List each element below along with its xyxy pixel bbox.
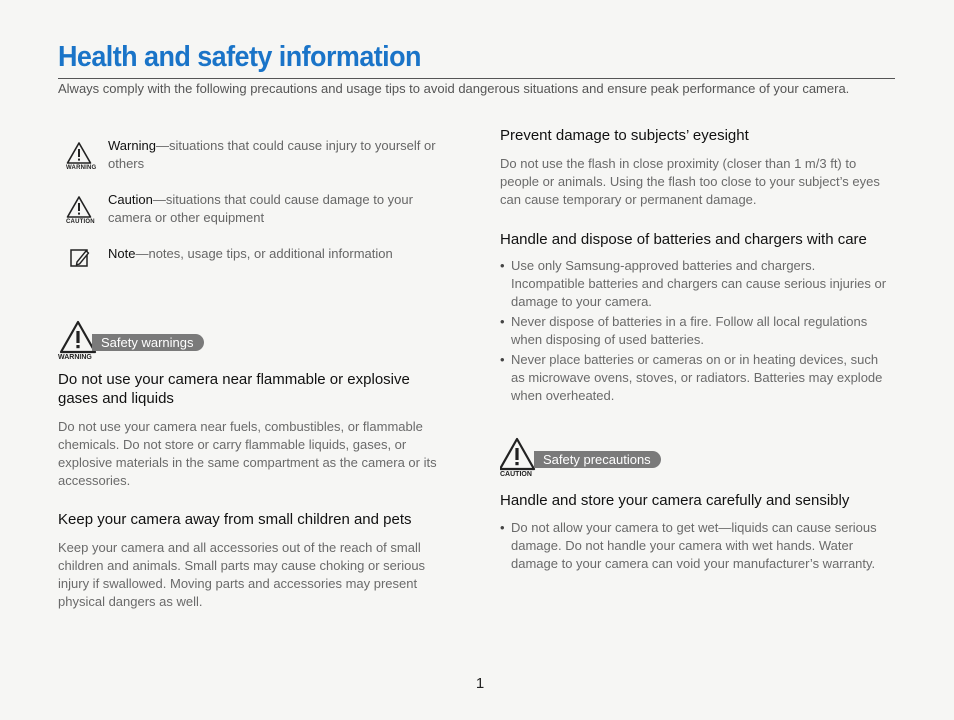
legend-warning-text <box>108 137 438 173</box>
list-item: • Use only Samsung-approved batteries and chargers. Incompatible batteries and chargers can cause serious injuries or damage to your camera. <box>500 257 892 311</box>
safety-precautions-label: Safety precautions <box>534 451 661 468</box>
legend-caution-term: Caution <box>108 192 153 207</box>
body-flammable: Do not use your camera near fuels, combustibles, or flammable chemicals. Do not store or carry flammable liquids, gases, or explosive materials in the same compartment as the camera or its accessories. <box>58 419 437 488</box>
heading-eyesight: Prevent damage to subjects’ eyesight <box>500 127 749 144</box>
caution-caption: CAUTION <box>66 219 95 225</box>
caution-caption: CAUTION <box>500 471 532 478</box>
legend-note-desc: —notes, usage tips, or additional information <box>135 246 393 261</box>
legend-caution-desc: —situations that could cause damage to your camera or other equipment <box>108 192 413 225</box>
caution-triangle-icon <box>66 195 100 225</box>
handle-camera-list <box>500 519 896 575</box>
warning-triangle-icon <box>66 141 100 171</box>
page-title: Health and safety information <box>58 41 421 73</box>
list-item: • Do not allow your camera to get wet—liquids can cause serious damage. Do not handle your camera with wet hands. Water damage to your camera can void your manufacturer’s warranty. <box>500 519 896 573</box>
page-number: 1 <box>475 675 485 692</box>
list-item: • Never dispose of batteries in a fire. Follow all local regulations when disposing of used batteries. <box>500 313 892 349</box>
page-number-wrap <box>0 675 954 692</box>
batteries-list <box>500 257 892 407</box>
warning-caption: WARNING <box>66 165 97 171</box>
warning-caption: WARNING <box>58 354 92 361</box>
heading-flammable: Do not use your camera near flammable or explosive gases and liquids <box>58 371 410 407</box>
list-item: • Never place batteries or cameras on or in heating devices, such as microwave ovens, stoves, or radiators. Batteries may explode when overheated. <box>500 351 892 405</box>
title-divider <box>58 78 895 79</box>
legend-caution-text <box>108 191 438 227</box>
safety-warnings-label: Safety warnings <box>92 334 204 351</box>
body-eyesight: Do not use the flash in close proximity (closer than 1 m/3 ft) to people or animals. Using the flash too close to your subject’s eyes can cause temporary or permanent damage. <box>500 156 880 207</box>
heading-handle-camera: Handle and store your camera carefully and sensibly <box>500 492 850 509</box>
heading-batteries: Handle and dispose of batteries and chargers with care <box>500 231 867 248</box>
legend-note-term: Note <box>108 246 136 261</box>
body-children: Keep your camera and all accessories out of the reach of small children and animals. Small parts may cause choking or serious injury if swallowed. Moving parts and accessories may present physical dangers as well. <box>58 540 426 609</box>
legend-warning-term: Warning <box>108 138 156 153</box>
legend-note-text <box>108 245 438 263</box>
heading-children: Keep your camera away from small children and pets <box>58 511 412 528</box>
note-pencil-icon <box>70 248 104 268</box>
page-subtitle: Always comply with the following precautions and usage tips to avoid dangerous situations and ensure peak performance of your camera. <box>58 81 850 96</box>
legend-warning-desc: —situations that could cause injury to yourself or others <box>108 138 436 171</box>
